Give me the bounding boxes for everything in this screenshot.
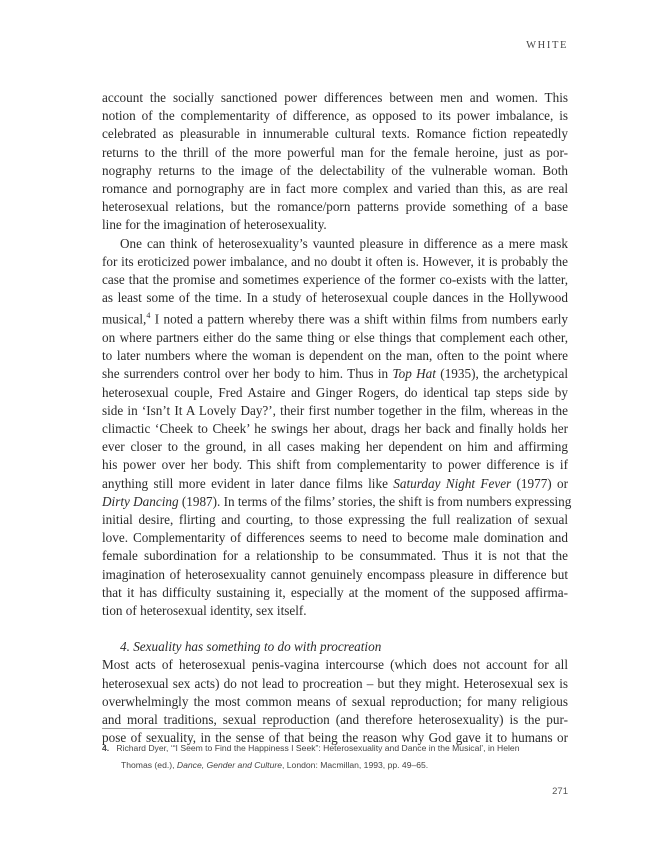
text-line: account the socially sanctioned power differences between men and women. This bbox=[102, 90, 568, 105]
text-line: ever closer to the ground, in all cases making her dependent on him and affirming bbox=[102, 439, 568, 455]
text-line: and moral traditions, sexual reproduction (and therefore heterosexuality) is the pur- bbox=[102, 712, 568, 728]
text-segment: (1987). In terms of the films’ stories, the shift is from numbers expressing bbox=[178, 493, 572, 509]
text-line: his power over her body. This shift from complementarity to power difference is if bbox=[102, 457, 568, 473]
film-title: Top Hat bbox=[392, 366, 436, 382]
body-text bbox=[102, 89, 572, 748]
text-line: to later numbers where the woman is dependent on the man, often to the point where bbox=[102, 348, 568, 364]
text-line: on where partners either do the same thing or else things that complement each other, bbox=[102, 330, 568, 346]
text-line: tion of heterosexual identity, sex itself. bbox=[102, 603, 307, 619]
page-number: 271 bbox=[552, 786, 568, 797]
text-segment: she surrenders control over her body to him. Thus in bbox=[102, 366, 389, 382]
section-heading: 4. Sexuality has something to do with procreation bbox=[120, 639, 382, 655]
film-title: Saturday Night Fever bbox=[393, 475, 512, 491]
text-line: celebrated as pleasurable in innumerable cultural texts. Romance fiction repeatedly bbox=[102, 126, 568, 142]
text-line: imagination of heterosexuality cannot genuinely encompass pleasure in difference but bbox=[102, 566, 568, 582]
text-line: One can think of heterosexuality’s vaunted pleasure in difference as a mere mask bbox=[120, 235, 568, 251]
running-head: WHITE bbox=[526, 40, 568, 51]
footnote-text: , London: Macmillan, 1993, pp. 49–65. bbox=[282, 760, 429, 770]
text-line: returns to the thrill of the more powerful man for the female heroine, just as por- bbox=[102, 144, 568, 160]
text-line: initial desire, flirting and courting, to those expressing the full realization of sexual bbox=[102, 512, 568, 528]
text-line: notion of the complementarity of difference, as opposed to its power imbalance, is bbox=[102, 108, 568, 124]
footnote-reference[interactable]: 4 bbox=[146, 311, 151, 321]
footnote-line bbox=[102, 757, 572, 774]
text-line: that it has difficulty sustaining it, especially at the moment of the supposed affirma- bbox=[102, 584, 568, 600]
text-line: side in ‘Isn’t It A Lovely Day?’, their first number together in the film, whereas in the bbox=[102, 402, 568, 418]
text-line: as least some of the time. In a study of heterosexual couple dances in the Hollywood bbox=[102, 290, 568, 306]
section-4 bbox=[102, 638, 568, 747]
book-title: Dance, Gender and Culture bbox=[176, 760, 282, 770]
text-line: pose of sexuality, in the sense of that being the reason why God gave it to humans or bbox=[102, 730, 568, 746]
text-line: climactic ‘Cheek to Cheek’ he swings her about, drags her back and finally holds her bbox=[102, 421, 568, 437]
section-spacer bbox=[102, 620, 568, 638]
text-line: romance and pornography are in fact more complex and varied than this, as are real bbox=[102, 181, 568, 197]
text-line bbox=[102, 475, 568, 493]
text-line bbox=[102, 365, 568, 383]
text-line: for its eroticized power imbalance, and no doubt it often is. However, it is probably the bbox=[102, 253, 568, 269]
text-line: heterosexual couple, Fred Astaire and Ginger Rogers, do identical tap steps side by bbox=[102, 384, 568, 400]
text-segment: (1935), the archetypical bbox=[435, 366, 569, 382]
text-line: nography returns to the image of the delectability of the vulnerable woman. Both bbox=[102, 162, 568, 178]
text-segment: (1977) or bbox=[511, 475, 569, 491]
paragraph-1 bbox=[102, 89, 568, 235]
text-line: overwhelmingly the most common means of sexual reproduction; for many religious bbox=[102, 693, 568, 709]
footnote-line bbox=[102, 740, 572, 757]
text-line: love. Complementarity of differences seems to need to become male domination and bbox=[102, 530, 568, 546]
text-line: heterosexual relations, but the romance/porn patterns provide something of a base bbox=[102, 199, 568, 215]
text-line bbox=[102, 493, 572, 511]
text-line: heterosexual sex acts) do not lead to procreation – but they might. Heterosexual sex is bbox=[102, 675, 568, 691]
text-line: Most acts of heterosexual penis-vagina intercourse (which does not account for all bbox=[102, 657, 568, 673]
text-line: line for the imagination of heterosexuality. bbox=[102, 217, 327, 233]
text-line-with-footnote-ref bbox=[102, 307, 568, 329]
text-segment: musical, bbox=[102, 311, 147, 327]
footnote bbox=[102, 740, 572, 774]
text-segment: I noted a pattern whereby there was a shift within films from numbers early bbox=[150, 311, 568, 327]
footnote-text: Thomas (ed.), bbox=[121, 760, 177, 770]
footnote-number: 4. bbox=[102, 743, 110, 753]
text-line: female subordination for a relationship to be consummated. Thus it is not that the bbox=[102, 548, 568, 564]
footnote-text: Richard Dyer, ‘“I Seem to Find the Happiness I Seek”: Heterosexuality and Dance in the Musical’, in Helen bbox=[116, 743, 520, 753]
film-title: Dirty Dancing bbox=[102, 493, 179, 509]
footnote-divider bbox=[102, 728, 310, 729]
paragraph-2 bbox=[102, 235, 572, 621]
text-line: case that the promise and sometimes experience of the former co-exists with the latter, bbox=[102, 272, 568, 288]
text-segment: anything still more evident in later dance films like bbox=[102, 475, 388, 491]
